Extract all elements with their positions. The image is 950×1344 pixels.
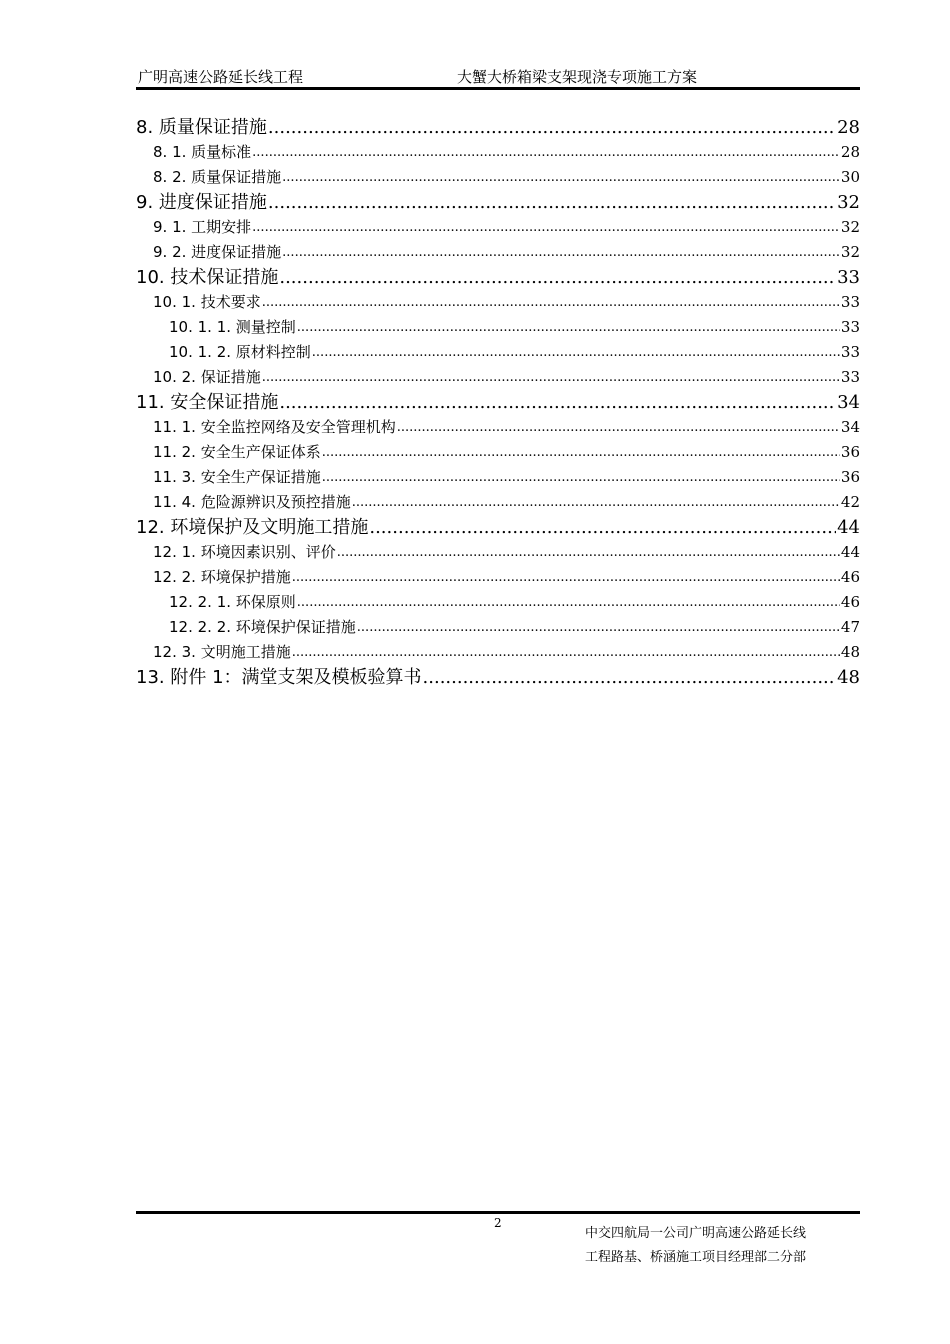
toc-dot-leader	[423, 665, 837, 690]
toc-entry-page: 42	[840, 493, 860, 511]
footer-page-number: 2	[494, 1216, 502, 1230]
toc-entry[interactable]	[136, 665, 860, 690]
header-divider	[136, 87, 860, 90]
toc-dot-leader	[282, 165, 840, 190]
toc-dot-leader	[397, 415, 840, 440]
toc-entry-page: 34	[840, 418, 860, 436]
toc-entry-title: 10. 技术保证措施	[136, 267, 279, 288]
toc-entry-page: 33	[837, 267, 860, 288]
toc-entry-page: 33	[840, 368, 860, 386]
toc-entry[interactable]	[136, 515, 860, 540]
toc-entry-page: 48	[840, 643, 860, 661]
toc-dot-leader	[297, 590, 840, 615]
toc-entry[interactable]	[136, 315, 860, 340]
toc-entry-title: 12. 环境保护及文明施工措施	[136, 517, 369, 538]
toc-entry-title: 8. 2. 质量保证措施	[153, 168, 282, 186]
toc-entry-page: 34	[837, 392, 860, 413]
toc-entry-title: 8. 1. 质量标准	[153, 143, 252, 161]
table-of-contents	[136, 115, 860, 690]
toc-dot-leader	[268, 190, 836, 215]
toc-entry-title: 9. 2. 进度保证措施	[153, 243, 282, 261]
toc-entry[interactable]	[136, 140, 860, 165]
toc-entry[interactable]	[136, 540, 860, 565]
toc-entry[interactable]	[136, 265, 860, 290]
toc-entry[interactable]	[136, 390, 860, 415]
toc-entry-page: 32	[840, 243, 860, 261]
toc-dot-leader	[252, 140, 840, 165]
header-project-title: 广明高速公路延长线工程	[138, 68, 304, 86]
toc-entry[interactable]	[136, 340, 860, 365]
toc-entry[interactable]	[136, 290, 860, 315]
toc-dot-leader	[282, 240, 840, 265]
toc-entry[interactable]	[136, 165, 860, 190]
toc-entry-page: 33	[840, 318, 860, 336]
toc-entry-title: 12. 3. 文明施工措施	[153, 643, 291, 661]
toc-dot-leader	[292, 640, 840, 665]
footer-divider	[136, 1211, 860, 1214]
toc-dot-leader	[357, 615, 840, 640]
toc-entry-page: 28	[840, 143, 860, 161]
toc-entry[interactable]	[136, 190, 860, 215]
footer-organization-line2: 工程路基、桥涵施工项目经理部二分部	[585, 1250, 807, 1265]
toc-dot-leader	[262, 365, 840, 390]
toc-entry[interactable]	[136, 415, 860, 440]
toc-dot-leader	[337, 540, 840, 565]
toc-dot-leader	[297, 315, 840, 340]
toc-entry[interactable]	[136, 215, 860, 240]
toc-entry[interactable]	[136, 490, 860, 515]
toc-dot-leader	[352, 490, 840, 515]
toc-entry[interactable]	[136, 615, 860, 640]
toc-entry-page: 36	[840, 443, 860, 461]
toc-entry-page: 28	[837, 117, 860, 138]
toc-dot-leader	[312, 340, 840, 365]
toc-entry-title: 11. 4. 危险源辨识及预控措施	[153, 493, 351, 511]
toc-entry[interactable]	[136, 240, 860, 265]
toc-entry-page: 46	[840, 568, 860, 586]
toc-entry-page: 33	[840, 343, 860, 361]
header-document-title: 大蟹大桥箱梁支架现浇专项施工方案	[457, 68, 698, 86]
toc-entry-title: 9. 1. 工期安排	[153, 218, 252, 236]
toc-entry-page: 32	[840, 218, 860, 236]
toc-dot-leader	[268, 115, 836, 140]
footer-organization-line1: 中交四航局一公司广明高速公路延长线	[585, 1226, 807, 1241]
toc-entry-page: 47	[840, 618, 860, 636]
toc-entry-page: 46	[840, 593, 860, 611]
toc-dot-leader	[369, 515, 836, 540]
toc-dot-leader	[279, 390, 836, 415]
toc-entry-page: 36	[840, 468, 860, 486]
toc-entry-page: 33	[840, 293, 860, 311]
toc-entry[interactable]	[136, 365, 860, 390]
toc-entry-page: 44	[840, 543, 860, 561]
toc-entry-title: 9. 进度保证措施	[136, 192, 267, 213]
toc-dot-leader	[252, 215, 840, 240]
toc-entry-page: 32	[837, 192, 860, 213]
toc-entry[interactable]	[136, 440, 860, 465]
toc-dot-leader	[322, 440, 840, 465]
toc-entry-title: 12. 2. 1. 环保原则	[169, 593, 296, 611]
toc-entry-title: 10. 1. 技术要求	[153, 293, 261, 311]
toc-entry-title: 11. 2. 安全生产保证体系	[153, 443, 321, 461]
toc-entry-page: 44	[837, 517, 860, 538]
toc-entry[interactable]	[136, 640, 860, 665]
toc-entry-title: 12. 2. 2. 环境保护保证措施	[169, 618, 356, 636]
toc-entry-title: 12. 2. 环境保护措施	[153, 568, 291, 586]
toc-entry[interactable]	[136, 565, 860, 590]
toc-entry[interactable]	[136, 115, 860, 140]
toc-dot-leader	[322, 465, 840, 490]
toc-entry-title: 11. 1. 安全监控网络及安全管理机构	[153, 418, 396, 436]
toc-entry-title: 11. 安全保证措施	[136, 392, 279, 413]
toc-entry-title: 12. 1. 环境因素识别、评价	[153, 543, 336, 561]
toc-dot-leader	[292, 565, 840, 590]
toc-dot-leader	[279, 265, 836, 290]
toc-entry-title: 11. 3. 安全生产保证措施	[153, 468, 321, 486]
toc-entry-page: 48	[837, 667, 860, 688]
toc-entry-title: 8. 质量保证措施	[136, 117, 267, 138]
toc-entry-title: 10. 1. 1. 测量控制	[169, 318, 296, 336]
toc-entry-title: 10. 2. 保证措施	[153, 368, 261, 386]
toc-entry-title: 10. 1. 2. 原材料控制	[169, 343, 311, 361]
toc-entry-page: 30	[840, 168, 860, 186]
toc-entry-title: 13. 附件 1：满堂支架及模板验算书	[136, 667, 422, 688]
toc-entry[interactable]	[136, 465, 860, 490]
toc-dot-leader	[262, 290, 840, 315]
toc-entry[interactable]	[136, 590, 860, 615]
